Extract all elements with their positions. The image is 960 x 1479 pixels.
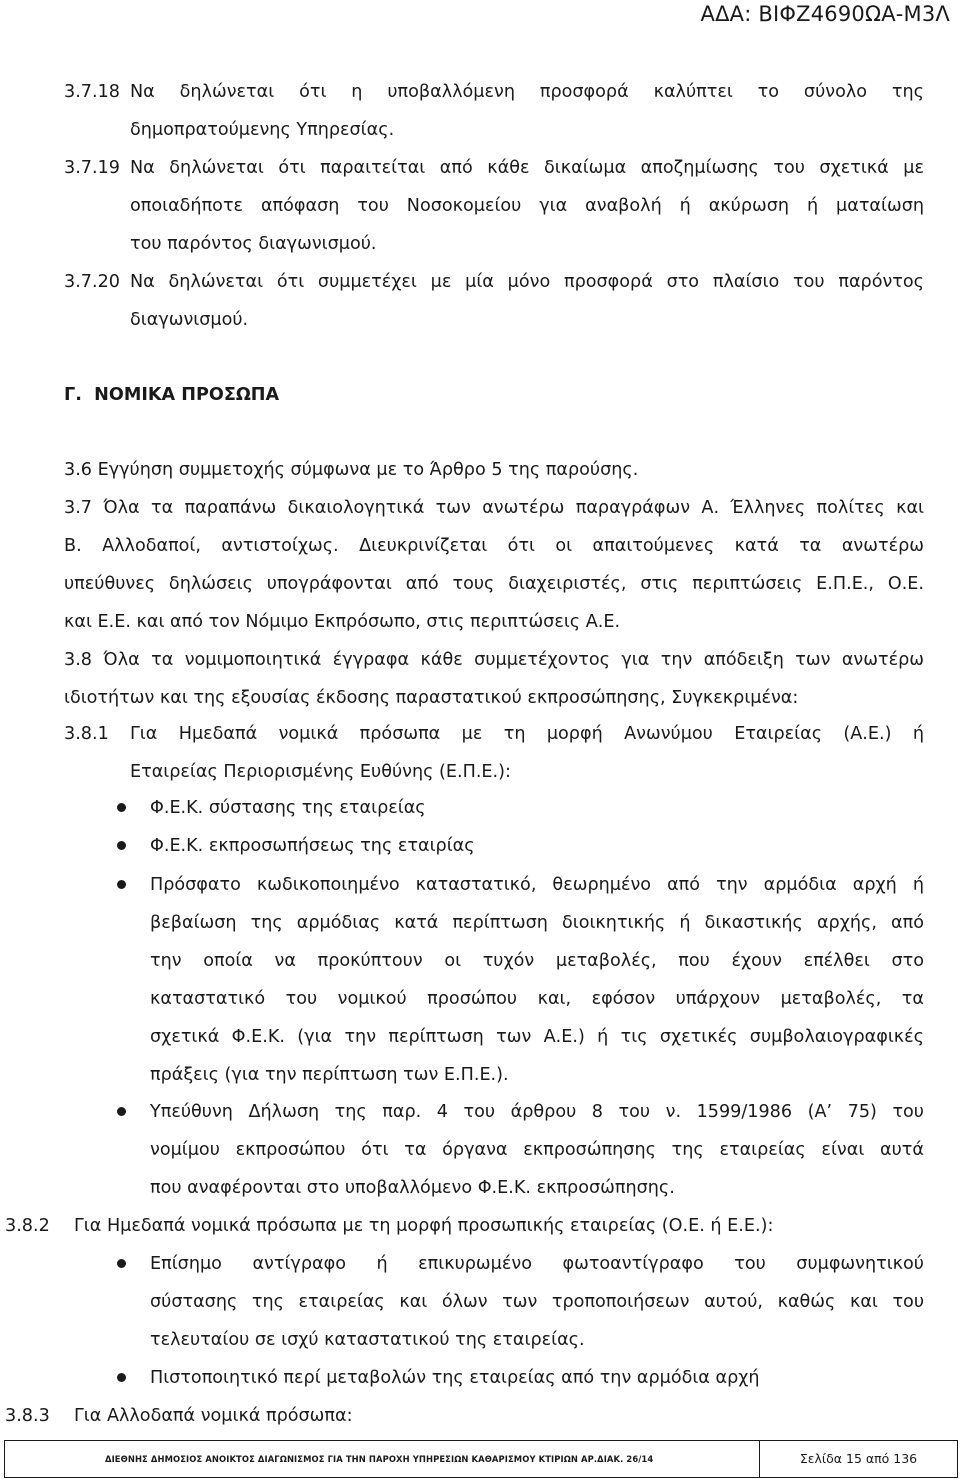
- bullet-text: τελευταίου σε ισχύ καταστατικού της εταιρείας.: [150, 1330, 585, 1350]
- paragraph-line: ιδιοτήτων και της εξουσίας έκδοσης παραστατικού εκπροσώπησης, Συγκεκριμένα:: [64, 688, 799, 708]
- bullet-icon: [117, 880, 126, 889]
- paragraph-line: 3.8 Όλα τα νομιμοποιητικά έγγραφα κάθε συμμετέχοντος για την απόδειξη των ανωτέρω: [64, 650, 924, 670]
- bullet-text: την οποία να προκύπτουν οι τυχόν μεταβολές, που έχουν επέλθει στο: [150, 951, 924, 971]
- item-text: Για Αλλοδαπά νομικά πρόσωπα:: [74, 1406, 353, 1426]
- ada-header: ΑΔΑ: ΒΙΦΖ4690ΩΑ-Μ3Λ: [700, 2, 950, 26]
- bullet-text: Φ.Ε.Κ. σύστασης της εταιρείας: [150, 798, 426, 818]
- bullet-text: Υπεύθυνη Δήλωση της παρ. 4 του άρθρου 8 του ν. 1599/1986 (Α’ 75) του: [150, 1102, 924, 1122]
- paragraph-line: και Ε.Ε. και από τον Νόμιμο Εκπρόσωπο, στις περιπτώσεις Α.Ε.: [64, 612, 621, 632]
- bullet-text: νομίμου εκπροσώπου ότι τα όργανα εκπροσώπησης της εταιρείας είναι αυτά: [150, 1140, 924, 1160]
- paragraph-line: Β. Αλλοδαποί, αντιστοίχως. Διευκρινίζεται ότι οι απαιτούμενες κατά τα ανωτέρω: [64, 536, 924, 556]
- item-number: 3.7.18: [64, 82, 120, 102]
- bullet-text: Επίσημο αντίγραφο ή επικυρωμένο φωτοαντίγραφο του συμφωνητικού: [150, 1254, 924, 1274]
- item-number: 3.8.2: [5, 1216, 50, 1236]
- footer-page-number: Σελίδα 15 από 136: [799, 1451, 918, 1466]
- item-text: διαγωνισμού.: [130, 310, 249, 330]
- item-number: 3.8.1: [64, 724, 109, 744]
- bullet-text: σύστασης της εταιρείας και όλων των τροποποιήσεων αυτού, καθώς και του: [150, 1292, 924, 1312]
- paragraph-line: υπεύθυνες δηλώσεις υπογράφονται από τους διαχειριστές, στις περιπτώσεις Ε.Π.Ε., Ο.Ε.: [64, 574, 924, 594]
- bullet-icon: [117, 1259, 126, 1268]
- item-text: του παρόντος διαγωνισμού.: [130, 234, 377, 254]
- item-text: Να δηλώνεται ότι η υποβαλλόμενη προσφορά καλύπτει το σύνολο της: [130, 82, 924, 102]
- bullet-text: σχετικά Φ.Ε.Κ. (για την περίπτωση των Α.Ε.) ή τις σχετικές συμβολαιογραφικές: [150, 1027, 924, 1047]
- item-text: δημοπρατούμενης Υπηρεσίας.: [130, 120, 395, 140]
- footer-tender-title: ΔΙΕΘΝΗΣ ΔΗΜΟΣΙΟΣ ΑΝΟΙΚΤΟΣ ΔΙΑΓΩΝΙΣΜΟΣ ΓΙΑ ΤΗΝ ΠΑΡΟΧΗ ΥΠΗΡΕΣΙΩΝ ΚΑΘΑΡΙΣΜΟΥ ΚΤΙΡΙΩΝ ΑΡ.ΔΙΑΚ. 26/14: [5, 1441, 760, 1477]
- item-text: Εταιρείας Περιορισμένης Ευθύνης (Ε.Π.Ε.):: [130, 762, 511, 782]
- item-number: 3.8.3: [5, 1406, 50, 1426]
- bullet-text: που αναφέρονται στο υποβαλλόμενο Φ.Ε.Κ. εκπροσώπησης.: [150, 1178, 675, 1198]
- page-footer: [4, 1440, 958, 1478]
- bullet-text: Πιστοποιητικό περί μεταβολών της εταιρείας από την αρμόδια αρχή: [150, 1368, 760, 1388]
- bullet-text: Φ.Ε.Κ. εκπροσωπήσεως της εταιρίας: [150, 836, 475, 856]
- item-text: οποιαδήποτε απόφαση του Νοσοκομείου για αναβολή ή ακύρωση ή ματαίωση: [130, 196, 924, 216]
- item-text: Να δηλώνεται ότι συμμετέχει με μία μόνο προσφορά στο πλαίσιο του παρόντος: [130, 272, 924, 292]
- item-text: Για Ημεδαπά νομικά πρόσωπα με τη μορφή Ανωνύμου Εταιρείας (Α.Ε.) ή: [130, 724, 924, 744]
- paragraph-3-6: 3.6 Εγγύηση συμμετοχής σύμφωνα με το Άρθρο 5 της παρούσης.: [64, 460, 639, 480]
- paragraph-line: 3.7 Όλα τα παραπάνω δικαιολογητικά των ανωτέρω παραγράφων Α. Έλληνες πολίτες και: [64, 498, 924, 518]
- bullet-icon: [117, 1107, 126, 1116]
- item-text: Να δηλώνεται ότι παραιτείται από κάθε δικαίωμα αποζημίωσης του σχετικά με: [130, 158, 924, 178]
- bullet-text: καταστατικό του νομικού προσώπου και, εφόσον υπάρχουν μεταβολές, τα: [150, 989, 924, 1009]
- item-number: 3.7.20: [64, 272, 120, 292]
- bullet-icon: [117, 841, 126, 850]
- section-heading: Γ. ΝΟΜΙΚΑ ΠΡΟΣΩΠΑ: [64, 385, 280, 405]
- item-text: Για Ημεδαπά νομικά πρόσωπα με τη μορφή προσωπικής εταιρείας (Ο.Ε. ή Ε.Ε.):: [74, 1216, 774, 1236]
- bullet-icon: [117, 1373, 126, 1382]
- item-number: 3.7.19: [64, 158, 120, 178]
- bullet-text: πράξεις (για την περίπτωση των Ε.Π.Ε.).: [150, 1065, 509, 1085]
- bullet-icon: [117, 803, 126, 812]
- bullet-text: βεβαίωση της αρμόδιας κατά περίπτωση διοικητικής ή δικαστικής αρχής, από: [150, 913, 924, 933]
- bullet-text: Πρόσφατο κωδικοποιημένο καταστατικό, θεωρημένο από την αρμόδια αρχή ή: [150, 875, 924, 895]
